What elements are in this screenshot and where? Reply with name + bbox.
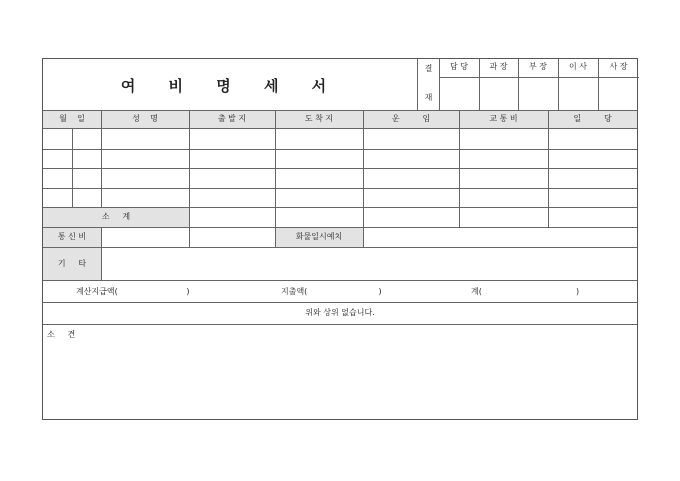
approval-role-director: 이 사 <box>569 62 587 71</box>
signature-box-dept-head[interactable] <box>519 78 558 110</box>
opinion-area[interactable] <box>43 325 637 419</box>
approval-role-staff: 담 당 <box>450 62 468 71</box>
col-date: 월 일 <box>59 114 85 123</box>
col-departure: 출 발 지 <box>217 114 247 123</box>
col-arrival: 도 착 지 <box>304 114 334 123</box>
approval-role-section-chief: 과 장 <box>489 62 508 71</box>
opinion-label: 소 견 <box>47 330 76 339</box>
calc-spend-amount[interactable]: 지출액( ) <box>281 287 382 296</box>
other-label: 기 타 <box>57 259 87 268</box>
col-name: 성 명 <box>132 114 158 123</box>
cell-day-3[interactable] <box>73 169 101 188</box>
cell-month-1[interactable] <box>43 129 72 149</box>
col-transport: 교 통 비 <box>489 114 518 123</box>
travel-expense-form <box>42 58 638 420</box>
form-title: 여 비 명 세 서 <box>120 77 341 95</box>
subtotal-label: 소 계 <box>101 212 131 221</box>
calc-pay-amount[interactable]: 계산지급액( ) <box>76 287 190 296</box>
col-fare: 운 임 <box>391 114 431 123</box>
cell-day-2[interactable] <box>73 150 101 168</box>
cell-month-4[interactable] <box>43 189 72 207</box>
cell-day-4[interactable] <box>73 189 101 207</box>
approval-role-president: 사 장 <box>609 62 628 71</box>
comm-label: 통 신 비 <box>57 232 87 241</box>
signature-box-section-chief[interactable] <box>480 78 518 110</box>
confirm-statement: 위와 상위 없습니다. <box>305 308 375 317</box>
cell-month-2[interactable] <box>43 150 72 168</box>
signature-box-director[interactable] <box>559 78 598 110</box>
other-value-cell[interactable] <box>102 248 637 280</box>
cargo-label: 화물일시예치 <box>295 232 343 241</box>
approval-label-top: 결 <box>424 64 433 73</box>
comm-value-cell[interactable] <box>102 228 275 247</box>
approval-role-dept-head: 부 장 <box>529 62 547 71</box>
cell-day-1[interactable] <box>73 129 101 149</box>
col-daily: 일 당 <box>573 114 612 123</box>
signature-box-staff[interactable] <box>440 78 479 110</box>
cell-month-3[interactable] <box>43 169 72 188</box>
approval-label-bottom: 재 <box>424 93 433 102</box>
calc-total-amount[interactable]: 계( ) <box>471 287 580 296</box>
signature-box-president[interactable] <box>599 78 638 110</box>
cargo-value-cell[interactable] <box>364 228 637 247</box>
